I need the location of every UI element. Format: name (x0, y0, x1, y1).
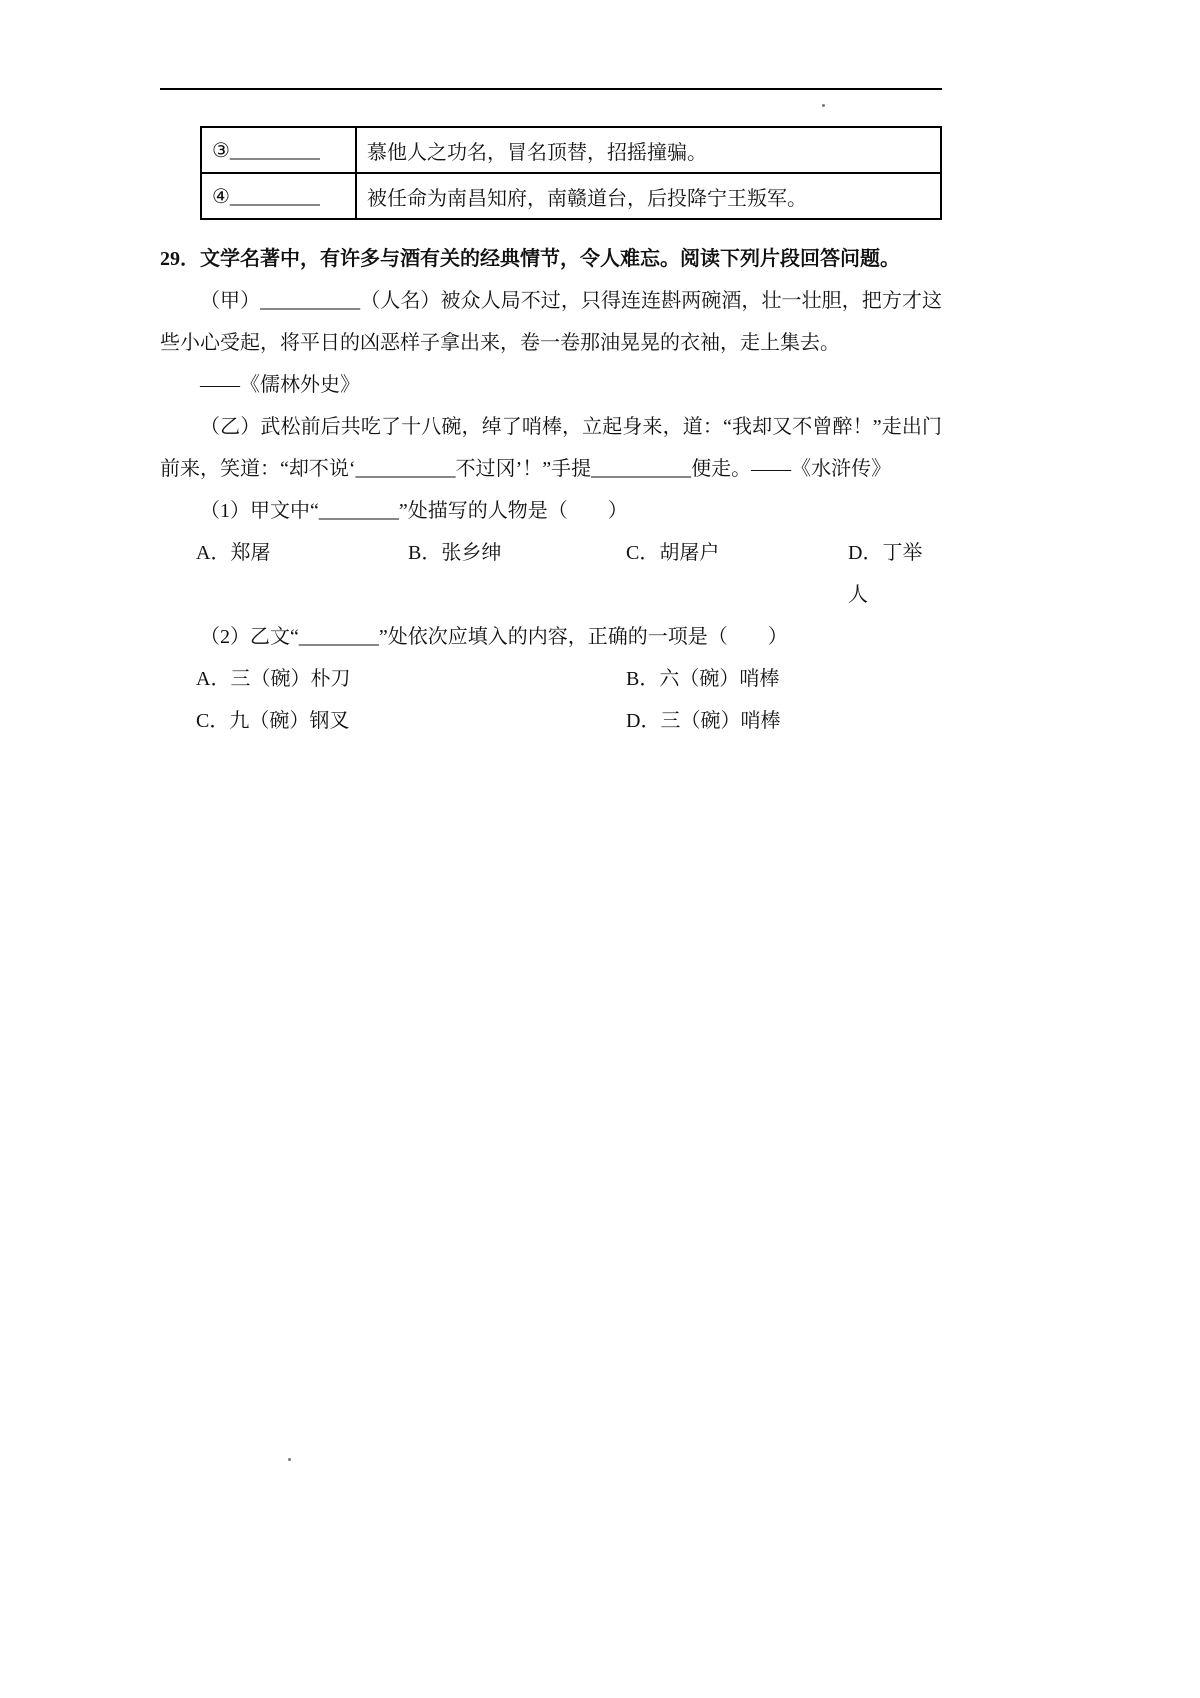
passage-jia: （甲）__________（人名）被众人局不过，只得连连斟两碗酒，壮一壮胆，把方才这些小心受起，将平日的凶恶样子拿出来，卷一卷那油晃晃的衣袖，走上集去。 (160, 290, 942, 354)
option-c: C．胡屠户 (626, 542, 720, 564)
top-rule (160, 88, 942, 90)
option-c: C．九（碗）钢叉 (196, 710, 350, 732)
option-d: D．三（碗）哨棒 (626, 710, 781, 732)
passage-yi: （乙）武松前后共吃了十八碗，绰了哨棒，立起身来，道：“我却又不曾醉！”走出门前来，笑道：“却不说‘__________不过冈’！”手提__________便走。——《水浒传》 (160, 416, 942, 480)
option-a: A．三（碗）朴刀 (196, 668, 351, 690)
character-table (200, 126, 942, 220)
question-29-title: 29．文学名著中，有许多与酒有关的经典情节，令人难忘。阅读下列片段回答问题。 (160, 248, 900, 270)
option-b: B．张乡绅 (408, 542, 502, 564)
table-row (201, 173, 941, 219)
option-b: B．六（碗）哨棒 (626, 668, 780, 690)
sub-question-1-options (196, 532, 942, 616)
description-cell-4: 被任命为南昌知府，南赣道台，后投降宁王叛军。 (356, 173, 941, 219)
table-row (201, 127, 941, 173)
page-content (160, 88, 942, 742)
option-d: D．丁举人 (848, 542, 923, 606)
sub-question-2-options-row-2 (196, 700, 942, 742)
passage-jia-source: ——《儒林外史》 (200, 374, 360, 396)
sub-question-2-options-row-1 (196, 658, 942, 700)
sub-question-1-stem: （1）甲文中“________”处描写的人物是（ ） (200, 500, 628, 522)
blank-cell-4: ④_________ (201, 173, 356, 219)
blank-cell-3: ③_________ (201, 127, 356, 173)
sub-question-2-stem: （2）乙文“________”处依次应填入的内容，正确的一项是（ ） (200, 626, 788, 648)
stray-mark-bottom (288, 1458, 291, 1461)
option-a: A．郑屠 (196, 542, 271, 564)
description-cell-3: 慕他人之功名，冒名顶替，招摇撞骗。 (356, 127, 941, 173)
